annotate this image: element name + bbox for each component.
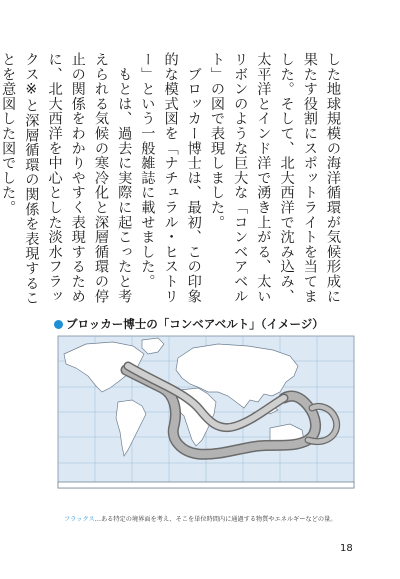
footnote [64, 514, 336, 523]
conveyor-belt-map [58, 336, 354, 488]
body-paragraph-3: もとは、過去に実際に起こったと考えられる気候の寒冷化と深層循環の停止の関係をわかりやすく表現するために、北大西洋を中心とした淡水フラックス※と深層循環の関係を表現することを意図した図でした。 [0, 52, 133, 306]
page-number: 18 [340, 543, 353, 554]
bullet-icon [54, 320, 63, 329]
body-text [0, 52, 344, 314]
body-paragraph-1: した地球規模の海洋循環が気候形成に果たす役割にスポットライトを当てました。そして、北大西洋で沈み込み、太平洋とインド洋で湧き上がる、太いリボンのような巨大な「コンベアベルト」の図で表現しました。 [208, 52, 341, 304]
footnote-text: …ある特定の境界面を考え、そこを単位時間内に通過する物質やエネルギーなどの量。 [94, 516, 337, 523]
footnote-term: フラックス [64, 516, 95, 523]
figure-caption-text: ブロッカー博士の「コンベアベルト」（イメージ） [66, 317, 324, 331]
antarctica [58, 482, 354, 488]
body-paragraph-2: ブロッカー博士は、最初、この印象的な模式図を「ナチュラル・ヒストリー」という一般雑誌に載せました。 [139, 52, 202, 304]
figure-caption [54, 316, 324, 332]
